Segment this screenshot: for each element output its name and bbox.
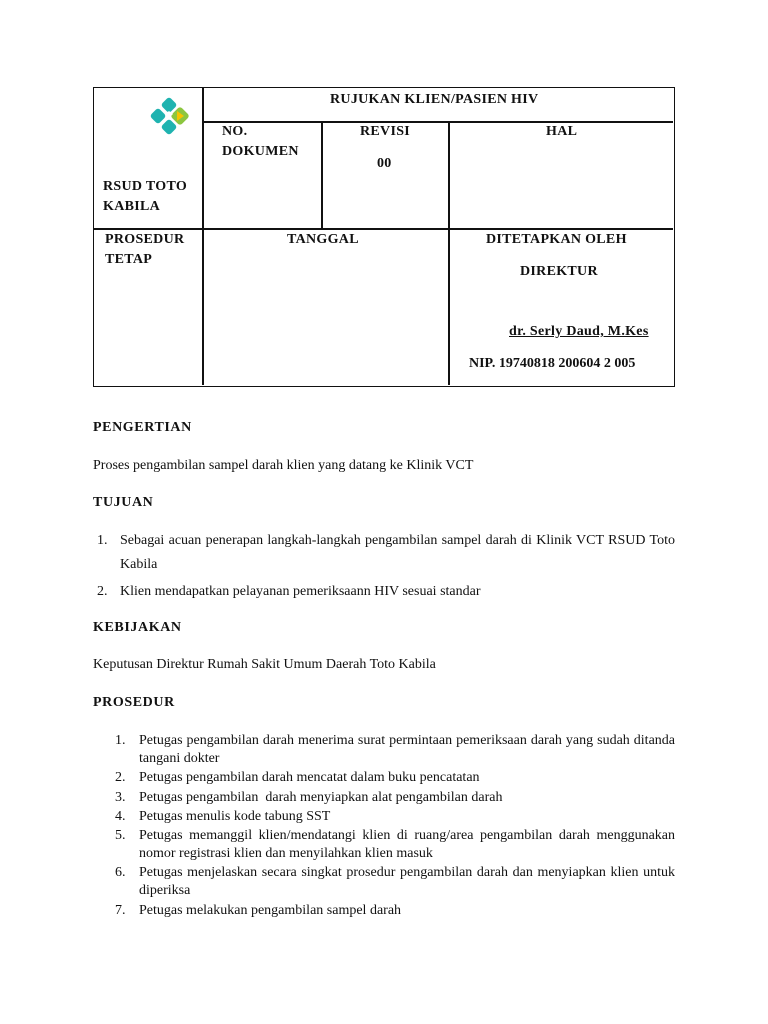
list-item <box>93 529 675 577</box>
list-text: Petugas memanggil klien/mendatangi klien di ruang/area pengambilan darah menggunakan nomor registrasi klien dan menyilahkan klien masuk <box>139 828 675 862</box>
kebijakan-heading: KEBIJAKAN <box>93 620 182 635</box>
list-item <box>93 789 675 807</box>
list-number: 5. <box>115 828 126 844</box>
list-number: 4. <box>115 808 126 824</box>
table-divider <box>448 122 450 385</box>
prosedur-heading: PROSEDUR <box>93 695 175 710</box>
list-text: Petugas pengambilan darah menyiapkan alat pengambilan darah <box>139 789 503 805</box>
revisi-label: REVISI <box>360 124 411 139</box>
document-header-table <box>93 87 675 387</box>
list-number: 6. <box>115 865 126 881</box>
list-text: Petugas menulis kode tabung SST <box>139 808 331 824</box>
list-number: 3. <box>115 789 126 805</box>
pengertian-text: Proses pengambilan sampel darah klien yang datang ke Klinik VCT <box>93 458 474 473</box>
nip-number: NIP. 19740818 200604 2 005 <box>469 356 636 371</box>
table-divider <box>321 122 323 229</box>
list-item <box>93 827 675 863</box>
ditetapkan-label: DITETAPKAN OLEH <box>486 232 627 247</box>
tanggal-label: TANGGAL <box>287 232 359 247</box>
list-text: Petugas melakukan pengambilan sampel darah <box>139 902 402 918</box>
list-item <box>93 902 675 920</box>
list-text: Klien mendapatkan pelayanan pemeriksaann HIV sesuai standar <box>120 584 481 599</box>
list-number: 1. <box>97 533 108 548</box>
document-title: RUJUKAN KLIEN/PASIEN HIV <box>330 92 539 107</box>
list-number: 1. <box>115 733 126 748</box>
list-text: Petugas menjelaskan secara singkat prosedur pengambilan darah dan menyiapkan klien untuk diperiksa <box>139 865 675 899</box>
hal-label: HAL <box>546 124 578 139</box>
revisi-value: 00 <box>377 156 392 171</box>
list-item <box>93 769 675 787</box>
tujuan-heading: TUJUAN <box>93 495 154 510</box>
list-text: Petugas pengambilan darah mencatat dalam buku pencatatan <box>139 770 480 786</box>
no-dokumen-label: NO. DOKUMEN <box>222 124 299 159</box>
prosedur-list <box>93 732 675 921</box>
list-item <box>93 580 675 604</box>
list-item <box>93 808 675 826</box>
list-text: Sebagai acuan penerapan langkah-langkah pengambilan sampel darah di Klinik VCT RSUD Toto Kabila <box>120 533 675 572</box>
pengertian-heading: PENGERTIAN <box>93 420 192 435</box>
kebijakan-text: Keputusan Direktur Rumah Sakit Umum Daerah Toto Kabila <box>93 657 436 672</box>
list-number: 7. <box>115 902 126 918</box>
list-number: 2. <box>97 584 108 599</box>
health-ministry-logo-icon <box>146 93 192 139</box>
hospital-name: RSUD TOTO KABILA <box>103 179 188 214</box>
list-text: Petugas pengambilan darah menerima surat permintaan pemeriksaan darah yang sudah ditanda tangani dokter <box>139 733 675 766</box>
list-item <box>93 732 675 768</box>
list-item <box>93 864 675 900</box>
prosedur-tetap-label: PROSEDUR TETAP <box>105 232 185 267</box>
table-divider <box>202 88 204 385</box>
direktur-label: DIREKTUR <box>520 264 598 279</box>
list-number: 2. <box>115 770 126 786</box>
signatory-name: dr. Serly Daud, M.Kes <box>509 324 649 339</box>
tujuan-list <box>93 529 675 607</box>
